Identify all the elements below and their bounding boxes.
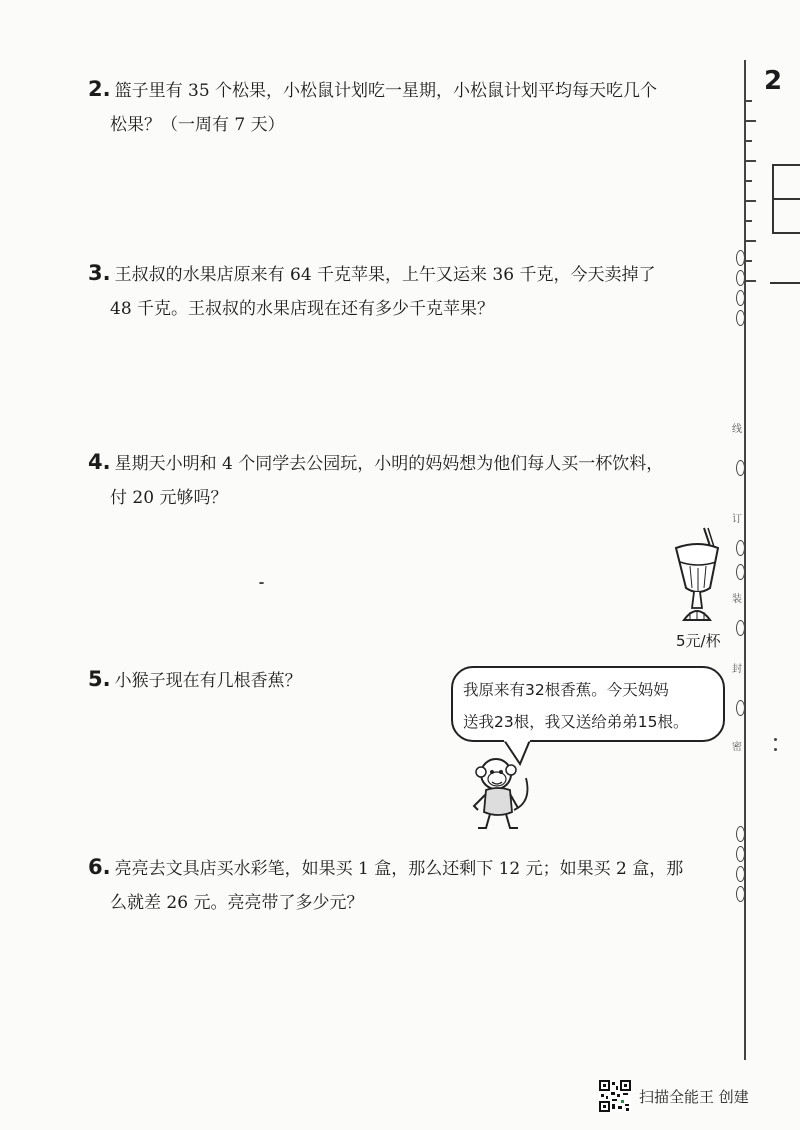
problem-text: 篮子里有 35 个松果，小松鼠计划吃一星期，小松鼠计划平均每天吃几个 — [114, 81, 658, 101]
problem-3 — [88, 256, 655, 326]
problem-2 — [88, 72, 657, 142]
binding-hole-icon — [736, 270, 745, 286]
problem-text: 星期天小明和 4 个同学去公园玩，小明的妈妈想为他们每人买一杯饮料， — [114, 454, 664, 474]
binding-hole-icon — [736, 310, 745, 326]
binding-hole-icon — [736, 620, 745, 636]
speech-text: 送我23根，我又送给弟弟15根。 — [463, 713, 689, 731]
problem-number: 3. — [88, 261, 111, 285]
binding-char: 封 — [732, 664, 742, 675]
problem-4 — [88, 445, 663, 515]
binding-hole-icon — [736, 290, 745, 306]
binding-hole-icon — [736, 886, 745, 902]
page-number: 2 — [764, 66, 783, 96]
scanner-label: 扫描全能王 创建 — [639, 1087, 749, 1106]
binding-hole-icon — [736, 250, 745, 266]
binding-hole-icon — [736, 866, 745, 882]
problem-number: 5. — [88, 667, 111, 691]
binding-char: 装 — [732, 594, 742, 605]
scan-speck — [774, 738, 777, 741]
binding-hole-icon — [736, 846, 745, 862]
problem-5 — [88, 662, 302, 698]
drink-cup-icon — [668, 526, 728, 626]
scan-speck — [259, 582, 264, 584]
binding-char: 密 — [732, 742, 742, 753]
problem-text: 松果？（一周有 7 天） — [110, 115, 285, 135]
binding-hole-icon — [736, 700, 745, 716]
problem-number: 6. — [88, 855, 111, 879]
binding-char: 线 — [732, 424, 742, 435]
problem-text: 48 千克。王叔叔的水果店现在还有多少千克苹果？ — [110, 299, 495, 319]
problem-6 — [88, 850, 683, 920]
binding-margin-line — [744, 60, 762, 1060]
binding-hole-icon — [736, 540, 745, 556]
binding-hole-icon — [736, 826, 745, 842]
speech-text: 我原来有32根香蕉。今天妈妈 — [463, 681, 669, 699]
problem-text: 王叔叔的水果店原来有 64 千克苹果，上午又运来 36 千克，今天卖掉了 — [114, 265, 656, 285]
problem-text: 亮亮去文具店买水彩笔，如果买 1 盒，那么还剩下 12 元；如果买 2 盒，那 — [114, 859, 684, 879]
monkey-illustration — [468, 752, 538, 832]
binding-hole-icon — [736, 564, 745, 580]
scan-speck — [774, 748, 777, 751]
adjacent-page-dash — [770, 282, 800, 284]
problem-text: 么就差 26 元。亮亮带了多少元？ — [110, 893, 364, 913]
qr-code-icon — [599, 1080, 631, 1112]
speech-bubble — [451, 666, 725, 742]
scanner-watermark — [599, 1080, 749, 1112]
problem-text: 小猴子现在有几根香蕉？ — [114, 671, 302, 691]
problem-number: 4. — [88, 450, 111, 474]
binding-char: 订 — [732, 514, 742, 525]
price-label: 5元/杯 — [676, 632, 721, 650]
problem-text: 付 20 元够吗？ — [110, 488, 228, 508]
binding-hole-icon — [736, 460, 745, 476]
problem-number: 2. — [88, 77, 111, 101]
adjacent-page-box-divider — [772, 198, 800, 200]
